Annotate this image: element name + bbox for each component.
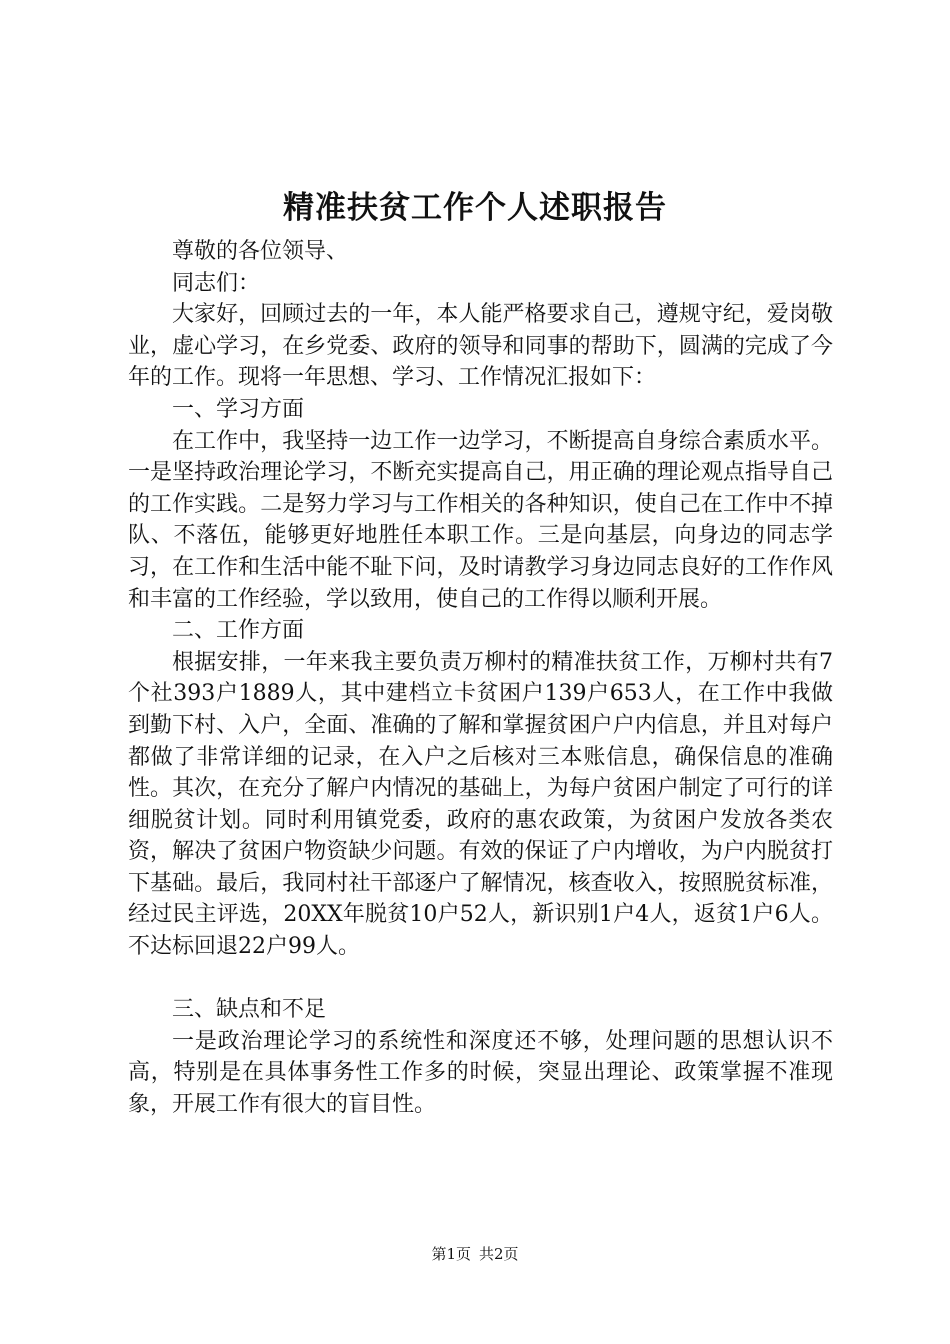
document-body xyxy=(128,236,833,1121)
shortcomings-paragraph: 一是政治理论学习的系统性和深度还不够，处理问题的思想认识不高，特别是在具体事务性工作多的时候，突显出理论、政策掌握不准现象，开展工作有很大的盲目性。 xyxy=(128,1028,833,1118)
current-page-number: 第1页 xyxy=(431,1245,471,1263)
intro-paragraph: 大家好，回顾过去的一年，本人能严格要求自己，遵规守纪，爱岗敬业，虚心学习，在乡党委、政府的领导和同事的帮助下，圆满的完成了今年的工作。现将一年思想、学习、工作情况汇报如下： xyxy=(128,302,833,391)
work-paragraph: 根据安排，一年来我主要负责万柳村的精准扶贫工作，万柳村共有7个社393户1889人，其中建档立卡贫困户139户653人，在工作中我做到勤下村、入户，全面、准确的了解和掌握贫困户户内信息，并且对每户都做了非常详细的记录，在入户之后核对三本账信息，确保信息的准确性。其次，在充分了解户内情况的基础上，为每户贫困户制定了可行的详细脱贫计划。同时利用镇党委，政府的惠农政策，为贫困户发放各类农资，解决了贫困户物资缺少问题。有效的保证了户内增收，为户内脱贫打下基础。最后，我同村社干部逐户了解情况，核查收入，按照脱贫标准，经过民主评选，20XX年脱贫10户52人，新识别1户4人，返贫1户6人。不达标回退22户99人。 xyxy=(128,649,833,960)
section-heading-study: 一、学习方面 xyxy=(172,396,305,422)
study-paragraph: 在工作中，我坚持一边工作一边学习，不断提高自身综合素质水平。一是坚持政治理论学习，不断充实提高自己，用正确的理论观点指导自己的工作实践。二是努力学习与工作相关的各种知识，使自己在工作中不掉队、不落伍，能够更好地胜任本职工作。三是向基层，向身边的同志学习，在工作和生活中能不耻下问，及时请教学习身边同志良好的工作作风和丰富的工作经验，学以致用，使自己的工作得以顺利开展。 xyxy=(128,428,833,612)
section-heading-work: 二、工作方面 xyxy=(172,618,305,644)
total-page-count: 共2页 xyxy=(479,1245,519,1263)
document-title: 精准扶贫工作个人述职报告 xyxy=(283,190,667,226)
section-heading-shortcomings: 三、缺点和不足 xyxy=(172,997,327,1023)
salutation-line-2: 同志们： xyxy=(172,270,261,296)
salutation-line-1: 尊敬的各位领导、 xyxy=(172,239,349,264)
page-footer xyxy=(0,1243,950,1265)
